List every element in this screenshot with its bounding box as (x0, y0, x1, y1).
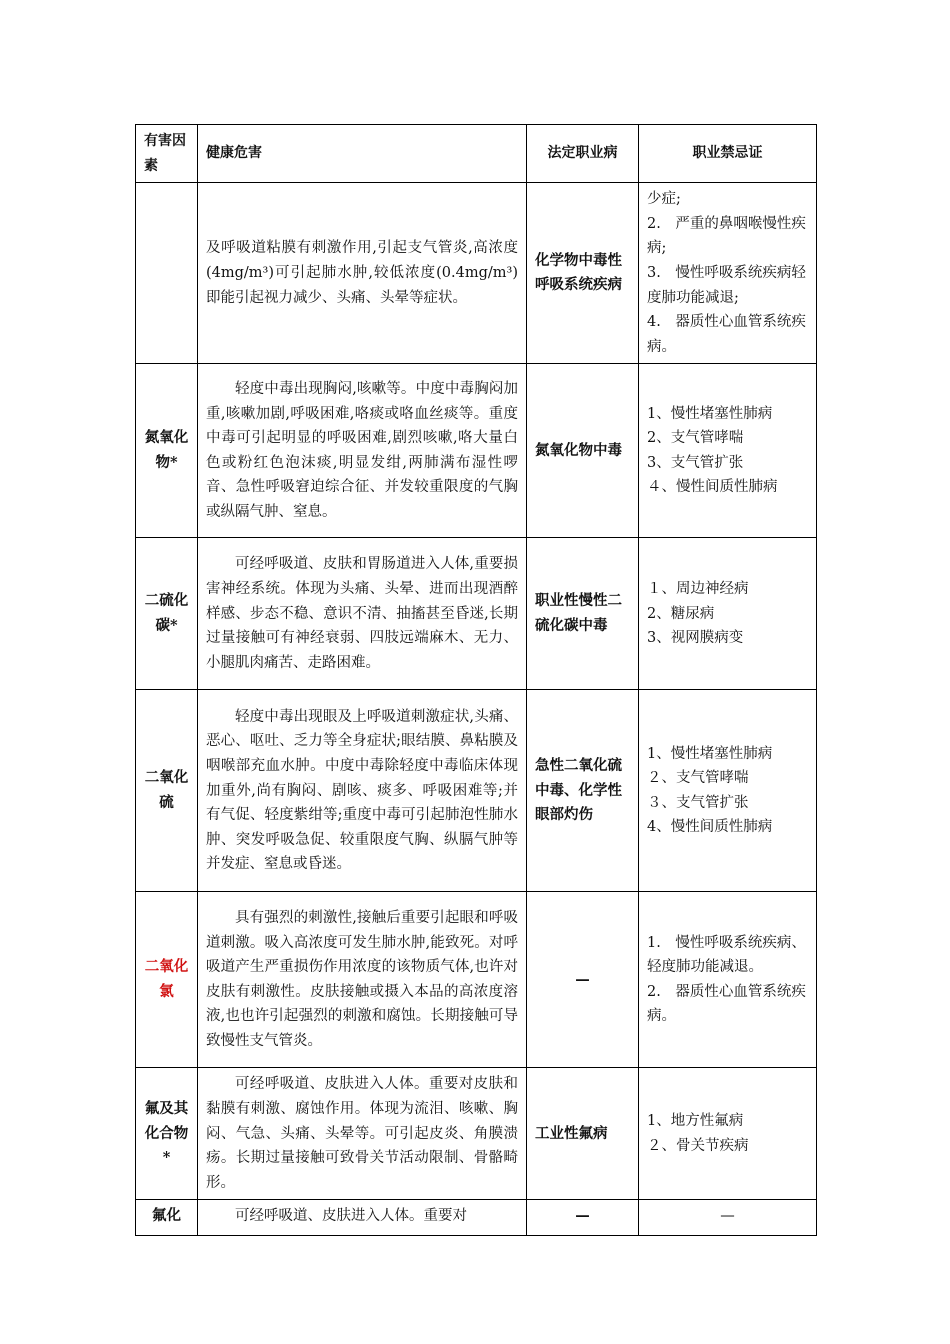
header-disease: 法定职业病 (527, 125, 639, 183)
contra-line: ２、支气管哮喘 (647, 770, 749, 787)
contra-line: ４、慢性间质性肺病 (647, 479, 778, 496)
factor-cell: 二氧化氯 (136, 892, 198, 1068)
table-row (136, 1200, 817, 1236)
contra-cell (639, 538, 817, 690)
contra-line: ２、骨关节疾病 (647, 1137, 749, 1154)
header-health: 健康危害 (198, 125, 527, 183)
contra-cell (639, 892, 817, 1068)
contra-line: 1、慢性堵塞性肺病 (647, 745, 773, 762)
health-cell: 及呼吸道粘膜有刺激作用,引起支气管炎,高浓度(4mg/m³)可引起肺水肿,较低浓度(0.4mg/m³)即能引起视力减少、头痛、头晕等症状。 (198, 183, 527, 364)
contra-line: 3、视网膜病变 (647, 630, 744, 647)
contra-cell (639, 1068, 817, 1200)
table-row (136, 183, 817, 364)
table-row (136, 892, 817, 1068)
contra-line: ３、支气管扩张 (647, 794, 749, 811)
contra-line: 1、慢性堵塞性肺病 (647, 405, 773, 422)
health-cell: 具有强烈的刺激性,接触后重要引起眼和呼吸道刺激。吸入高浓度可发生肺水肿,能致死。对呼吸道产生严重损伤作用浓度的该物质气体,也许对皮肤有刺激性。皮肤接触或摄入本品的高浓度溶液,也也许引起强烈的刺激和腐蚀。长期接触可导致慢性支气管炎。 (198, 892, 527, 1068)
disease-cell: 工业性氟病 (527, 1068, 639, 1200)
health-cell: 可经呼吸道、皮肤进入人体。重要对 (198, 1200, 527, 1236)
contra-line: — (720, 1208, 735, 1225)
contra-cell (639, 690, 817, 892)
table-header-row (136, 125, 817, 183)
contra-line: 少症; (647, 191, 681, 208)
contra-line: １、周边神经病 (647, 580, 749, 597)
disease-cell: 化学物中毒性呼吸系统疾病 (527, 183, 639, 364)
factor-cell: 氟化 (136, 1200, 198, 1236)
factor-cell: 氟及其化合物* (136, 1068, 198, 1200)
disease-cell: 氮氧化物中毒 (527, 364, 639, 538)
contra-line: 1、地方性氟病 (647, 1113, 744, 1130)
contra-line: 3、支气管扩张 (647, 454, 744, 471)
disease-cell: — (527, 892, 639, 1068)
header-factor: 有害因素 (136, 125, 198, 183)
contra-line: 1. 慢性呼吸系统疾病、轻度肺功能减退。 (647, 934, 806, 976)
contra-line: 2. 严重的鼻咽喉慢性疾病; (647, 215, 806, 257)
disease-cell: 职业性慢性二硫化碳中毒 (527, 538, 639, 690)
contra-line: 4. 器质性心血管系统疾病。 (647, 314, 806, 355)
factor-cell: 二氧化硫 (136, 690, 198, 892)
table-row (136, 690, 817, 892)
table-row (136, 1068, 817, 1200)
header-contra: 职业禁忌证 (639, 125, 817, 183)
contra-line: 3. 慢性呼吸系统疾病轻度肺功能减退; (647, 264, 806, 306)
health-cell: 可经呼吸道、皮肤进入人体。重要对皮肤和黏膜有刺激、腐蚀作用。体现为流泪、咳嗽、胸闷、气急、头痛、头晕等。可引起皮炎、角膜溃疡。长期过量接触可致骨关节活动限制、骨骼畸形。 (198, 1068, 527, 1200)
contra-line: 2. 器质性心血管系统疾病。 (647, 983, 806, 1025)
contra-line: 4、慢性间质性肺病 (647, 819, 773, 836)
table-row (136, 538, 817, 690)
factor-cell: 二硫化碳* (136, 538, 198, 690)
factor-cell (136, 183, 198, 364)
disease-cell: — (527, 1200, 639, 1236)
contra-line: 2、糖尿病 (647, 605, 715, 622)
contra-cell (639, 183, 817, 364)
contra-cell (639, 364, 817, 538)
occupational-hazard-table (135, 124, 817, 1236)
health-cell: 轻度中毒出现眼及上呼吸道刺激症状,头痛、恶心、呕吐、乏力等全身症状;眼结膜、鼻粘膜及咽喉部充血水肿。中度中毒除轻度中毒临床体现加重外,尚有胸闷、剧咳、痰多、呼吸困难等;并有气促、轻度紫绀等;重度中毒可引起肺泡性肺水肿、突发呼吸急促、较重限度气胸、纵膈气肿等并发症、窒息或昏迷。 (198, 690, 527, 892)
health-cell: 轻度中毒出现胸闷,咳嗽等。中度中毒胸闷加重,咳嗽加剧,呼吸困难,咯痰或咯血丝痰等。重度中毒可引起明显的呼吸困难,剧烈咳嗽,咯大量白色或粉红色泡沫痰,明显发绀,两肺满布湿性啰音、急性呼吸窘迫综合征、并发较重限度的气胸或纵隔气肿、窒息。 (198, 364, 527, 538)
contra-line: 2、支气管哮喘 (647, 430, 744, 447)
table-row (136, 364, 817, 538)
contra-cell (639, 1200, 817, 1236)
factor-cell: 氮氧化物* (136, 364, 198, 538)
disease-cell: 急性二氧化硫中毒、化学性眼部灼伤 (527, 690, 639, 892)
health-cell: 可经呼吸道、皮肤和胃肠道进入人体,重要损害神经系统。体现为头痛、头晕、进而出现酒醉样感、步态不稳、意识不清、抽搐甚至昏迷,长期过量接触可有神经衰弱、四肢远端麻木、无力、小腿肌肉痛苦、走路困难。 (198, 538, 527, 690)
